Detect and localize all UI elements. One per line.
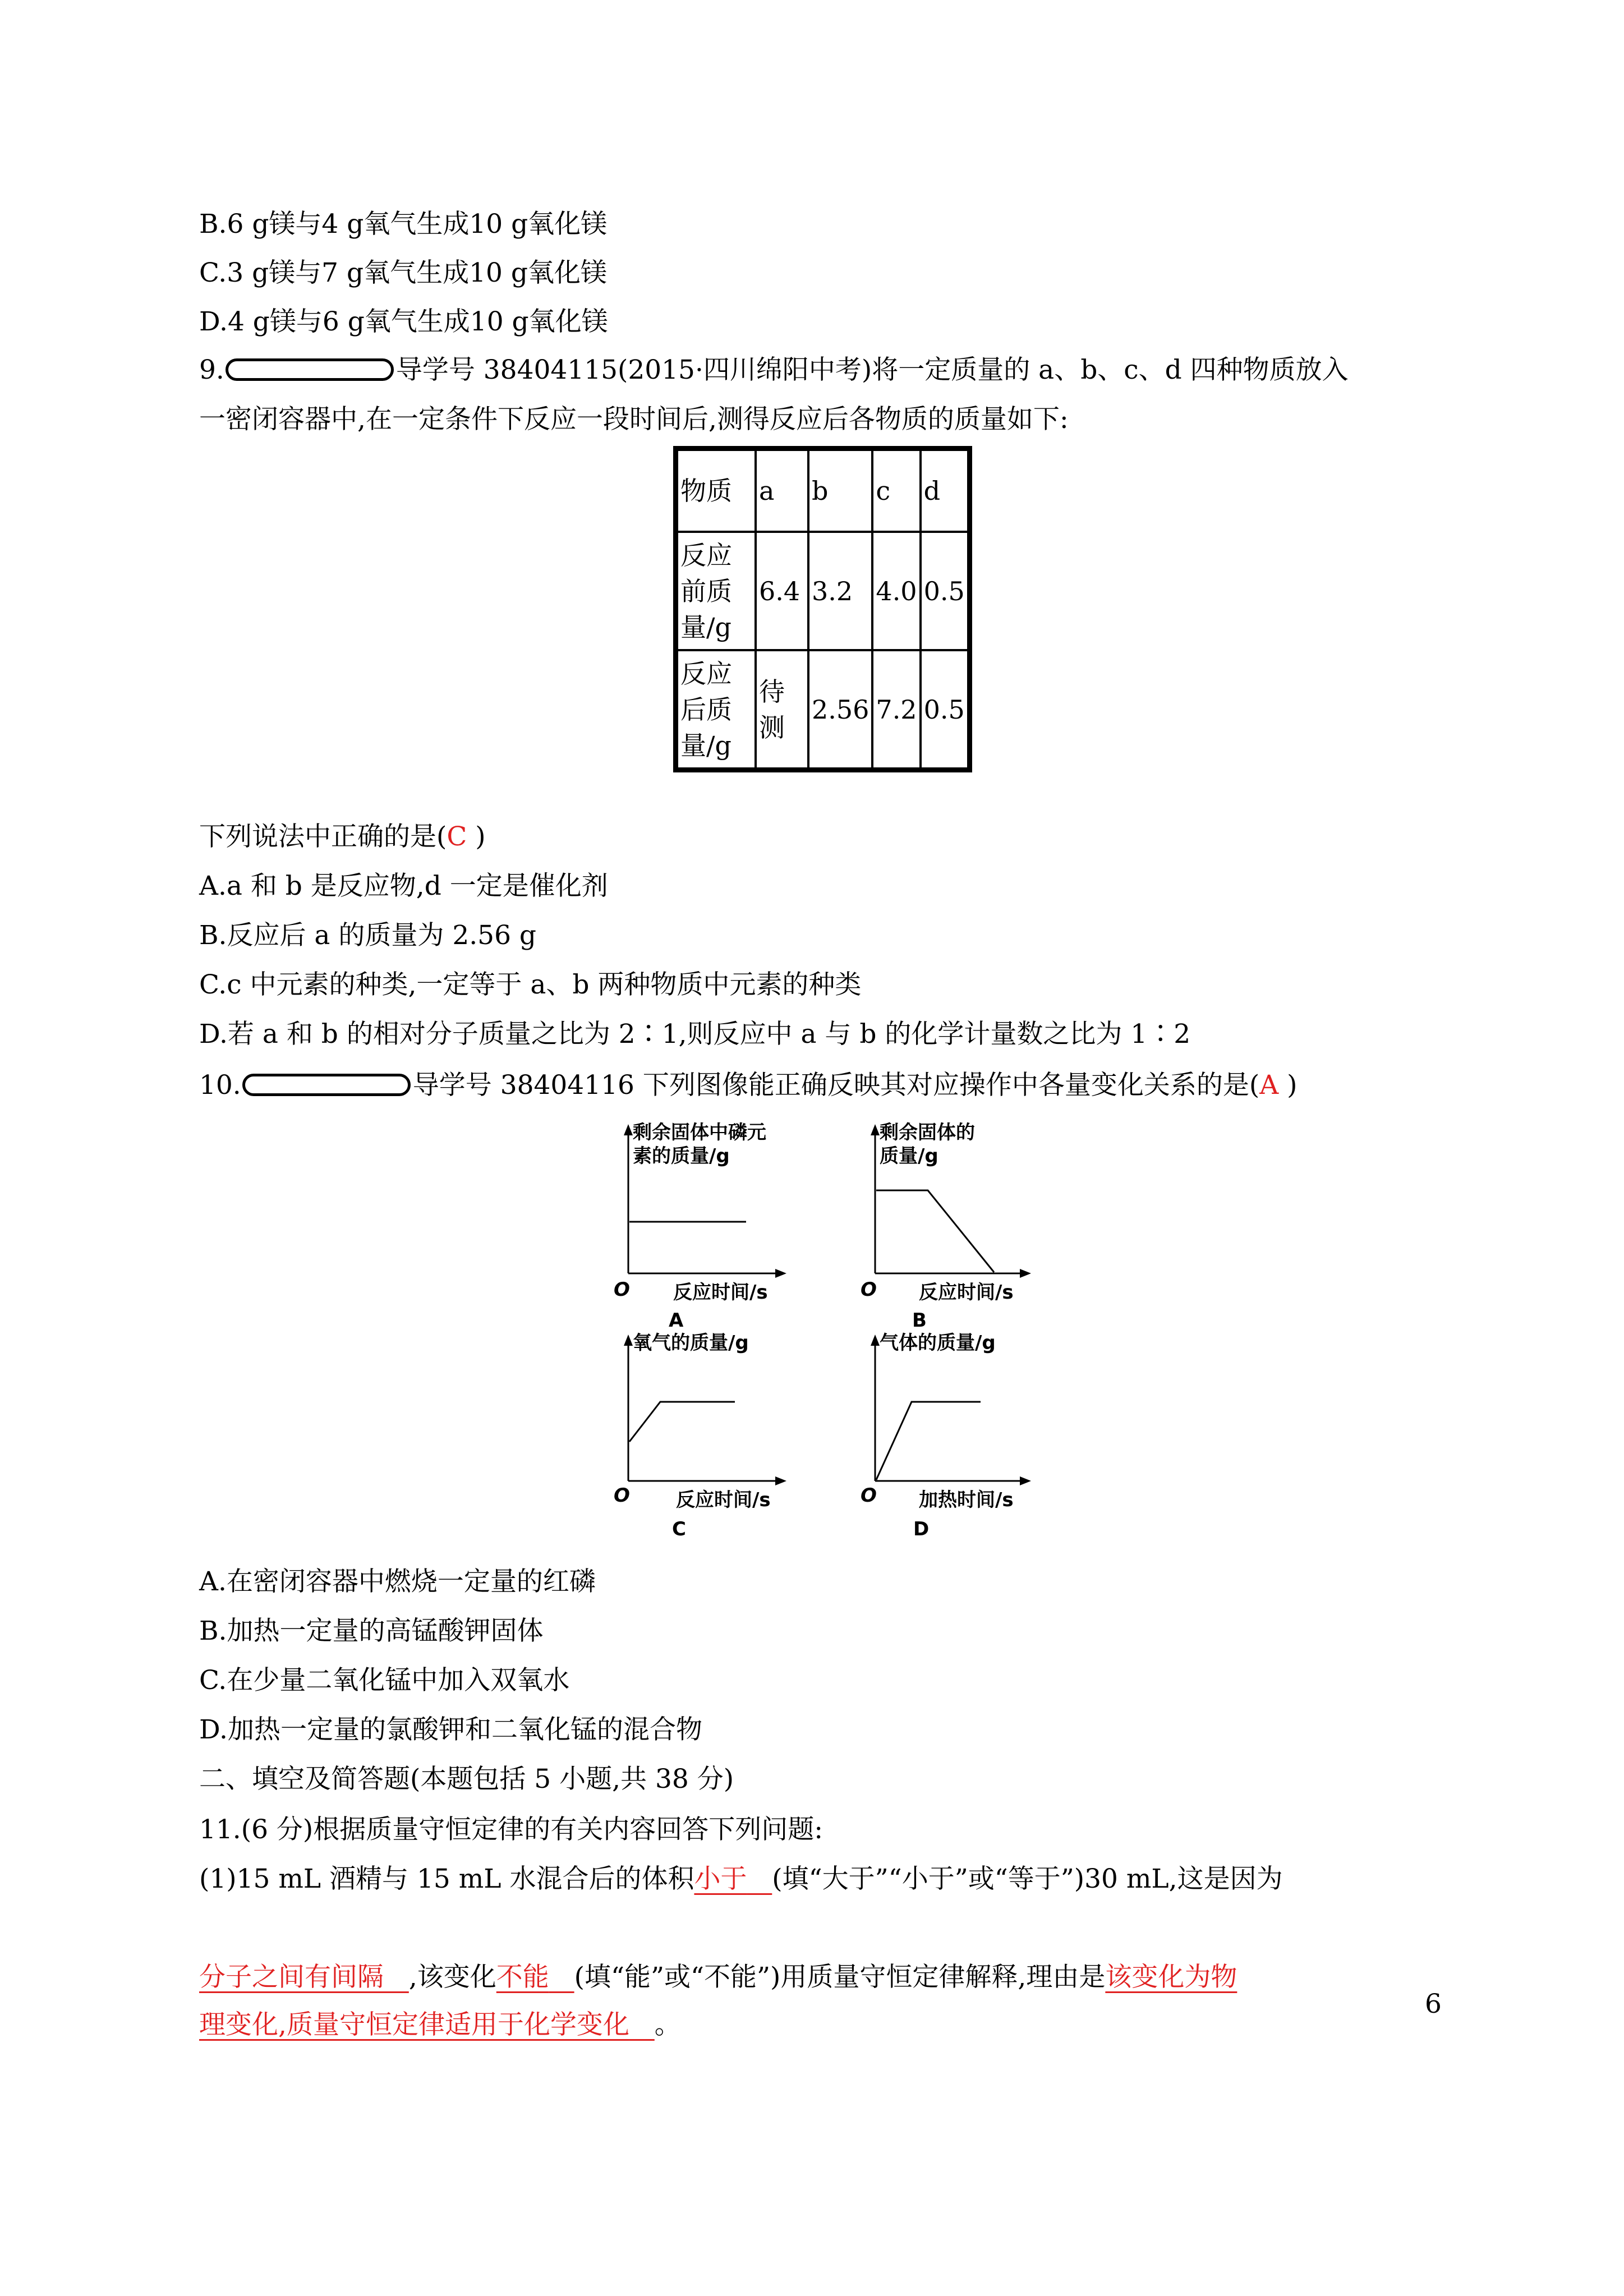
q8-option-d: D.4 g镁与6 g氧气生成10 g氧化镁: [199, 306, 608, 337]
y-axis-arrow: [624, 1124, 633, 1135]
y-axis-arrow: [871, 1335, 880, 1346]
q10-blank-box: [242, 1074, 411, 1096]
table-cell: 3.2: [808, 532, 872, 650]
table-row: [676, 532, 970, 650]
q10-number: 10.: [199, 1070, 241, 1101]
q11-text: (1)15 mL 酒精与 15 mL 水混合后的体积: [199, 1864, 694, 1894]
table-cell: 0.5: [921, 532, 970, 650]
q10-option-d: D.加热一定量的氯酸钾和二氧化锰的混合物: [199, 1714, 702, 1745]
y-axis-label: 素的质量/g: [633, 1145, 730, 1167]
table-row: [676, 449, 970, 532]
q10-graph-a: [606, 1122, 791, 1346]
q11-answer-4b: 理变化,质量守恒定律适用于化学变化: [199, 2009, 629, 2040]
q11-answer-4a: 该变化为物: [1105, 1962, 1237, 1993]
y-axis-label: 质量/g: [880, 1145, 938, 1167]
q9-prompt-text: 下列说法中正确的是(: [199, 821, 447, 852]
q10-graph-c: [606, 1332, 791, 1548]
origin-label: O: [861, 1278, 877, 1301]
table-cell: 2.56: [808, 650, 872, 770]
table-header-cell: d: [921, 449, 970, 532]
q9-blank-box: [226, 358, 394, 381]
graph-letter: B: [912, 1309, 927, 1332]
q11-stem: 11.(6 分)根据质量守恒定律的有关内容回答下列问题:: [199, 1814, 823, 1845]
x-axis-label: 反应时间/s: [676, 1489, 771, 1511]
q8-option-b: B.6 g镁与4 g氧气生成10 g氧化镁: [199, 209, 608, 240]
q9-mass-table: [673, 446, 972, 772]
table-cell: 0.5: [921, 650, 970, 770]
graph-line: [876, 1402, 981, 1480]
q8-option-c: C.3 g镁与7 g氧气生成10 g氧化镁: [199, 257, 607, 288]
q11-part1-line2: [199, 1961, 1237, 1994]
table-cell: 6.4: [756, 532, 808, 650]
table-cell: 7.2: [872, 650, 920, 770]
q11-answer-1: 小于: [694, 1864, 747, 1894]
q9-option-c: C.c 中元素的种类,一定等于 a、b 两种物质中元素的种类: [199, 969, 862, 1000]
q9-prompt: [199, 820, 486, 854]
x-axis-arrow: [1020, 1476, 1031, 1485]
x-axis-label: 反应时间/s: [919, 1281, 1014, 1304]
q11-text: (填“大于”“小于”或“等于”)30 mL,这是因为: [772, 1864, 1283, 1894]
q10-option-b: B.加热一定量的高锰酸钾固体: [199, 1616, 544, 1646]
q10-answer: A: [1259, 1070, 1279, 1101]
q9-answer: C: [447, 821, 467, 852]
section-title: 二、填空及简答题(本题包括 5 小题,共 38 分): [199, 1764, 734, 1795]
q11-text: (填“能”或“不能”)用质量守恒定律解释,理由是: [574, 1962, 1106, 1993]
q9-option-a: A.a 和 b 是反应物,d 一定是催化剂: [199, 871, 608, 901]
page-number: 6: [1425, 1989, 1442, 2019]
y-axis-label: 气体的质量/g: [880, 1332, 996, 1354]
q10-option-c: C.在少量二氧化锰中加入双氧水: [199, 1665, 570, 1696]
table-row: [676, 650, 970, 770]
graph-letter: A: [669, 1309, 684, 1332]
q10-graph-b: [853, 1122, 1038, 1346]
table-header-cell: c: [872, 449, 920, 532]
q11-answer-2: 分子之间有间隔: [199, 1962, 384, 1993]
x-axis-arrow: [775, 1269, 786, 1278]
q10-stem: [199, 1069, 1297, 1102]
q11-text: ,该变化: [408, 1962, 496, 1993]
table-cell: 反应前质量/g: [676, 532, 756, 650]
q11-answer-3: 不能: [496, 1962, 549, 1993]
table-header-cell: b: [808, 449, 872, 532]
table-header-cell: 物质: [676, 449, 756, 532]
x-axis-arrow: [775, 1476, 786, 1485]
origin-label: O: [614, 1484, 630, 1507]
q9-stem-line1: 导学号 38404115(2015·四川绵阳中考)将一定质量的 a、b、c、d 四种物质放入: [395, 355, 1349, 385]
q9-option-b: B.反应后 a 的质量为 2.56 g: [199, 920, 536, 951]
graph-line: [629, 1402, 735, 1442]
q11-text: 。: [654, 2009, 681, 2040]
q9-stem: [199, 353, 1349, 387]
q11-part1-line1: [199, 1862, 1283, 1896]
x-axis-label: 反应时间/s: [673, 1281, 768, 1304]
q9-prompt-close: ): [467, 821, 486, 852]
graph-letter: C: [672, 1518, 686, 1540]
graph-letter: D: [913, 1518, 930, 1540]
q10-option-a: A.在密闭容器中燃烧一定量的红磷: [199, 1566, 596, 1597]
table-cell: 4.0: [872, 532, 920, 650]
table-header-cell: a: [756, 449, 808, 532]
origin-label: O: [614, 1278, 630, 1301]
x-axis-label: 加热时间/s: [919, 1489, 1014, 1511]
q9-option-d: D.若 a 和 b 的相对分子质量之比为 2∶1,则反应中 a 与 b 的化学计量数之比为 1∶2: [199, 1019, 1191, 1050]
q10-stem-text: 导学号 38404116 下列图像能正确反映其对应操作中各量变化关系的是(: [412, 1070, 1260, 1101]
y-axis-label: 氧气的质量/g: [633, 1332, 749, 1354]
q10-graph-d: [853, 1332, 1038, 1548]
y-axis-label: 剩余固体中磷元: [633, 1122, 766, 1144]
origin-label: O: [861, 1484, 877, 1507]
y-axis-label: 剩余固体的: [880, 1122, 975, 1144]
q10-stem-close: ): [1278, 1070, 1298, 1101]
q11-part1-line3: [199, 2008, 681, 2042]
y-axis-arrow: [624, 1335, 633, 1346]
q9-stem-line2: 一密闭容器中,在一定条件下反应一段时间后,测得反应后各物质的质量如下:: [199, 404, 1069, 435]
q9-number: 9.: [199, 355, 224, 385]
table-cell: 待测: [756, 650, 808, 770]
table-cell: 反应后质量/g: [676, 650, 756, 770]
y-axis-arrow: [871, 1124, 880, 1135]
graph-line: [876, 1190, 994, 1272]
x-axis-arrow: [1020, 1269, 1031, 1278]
